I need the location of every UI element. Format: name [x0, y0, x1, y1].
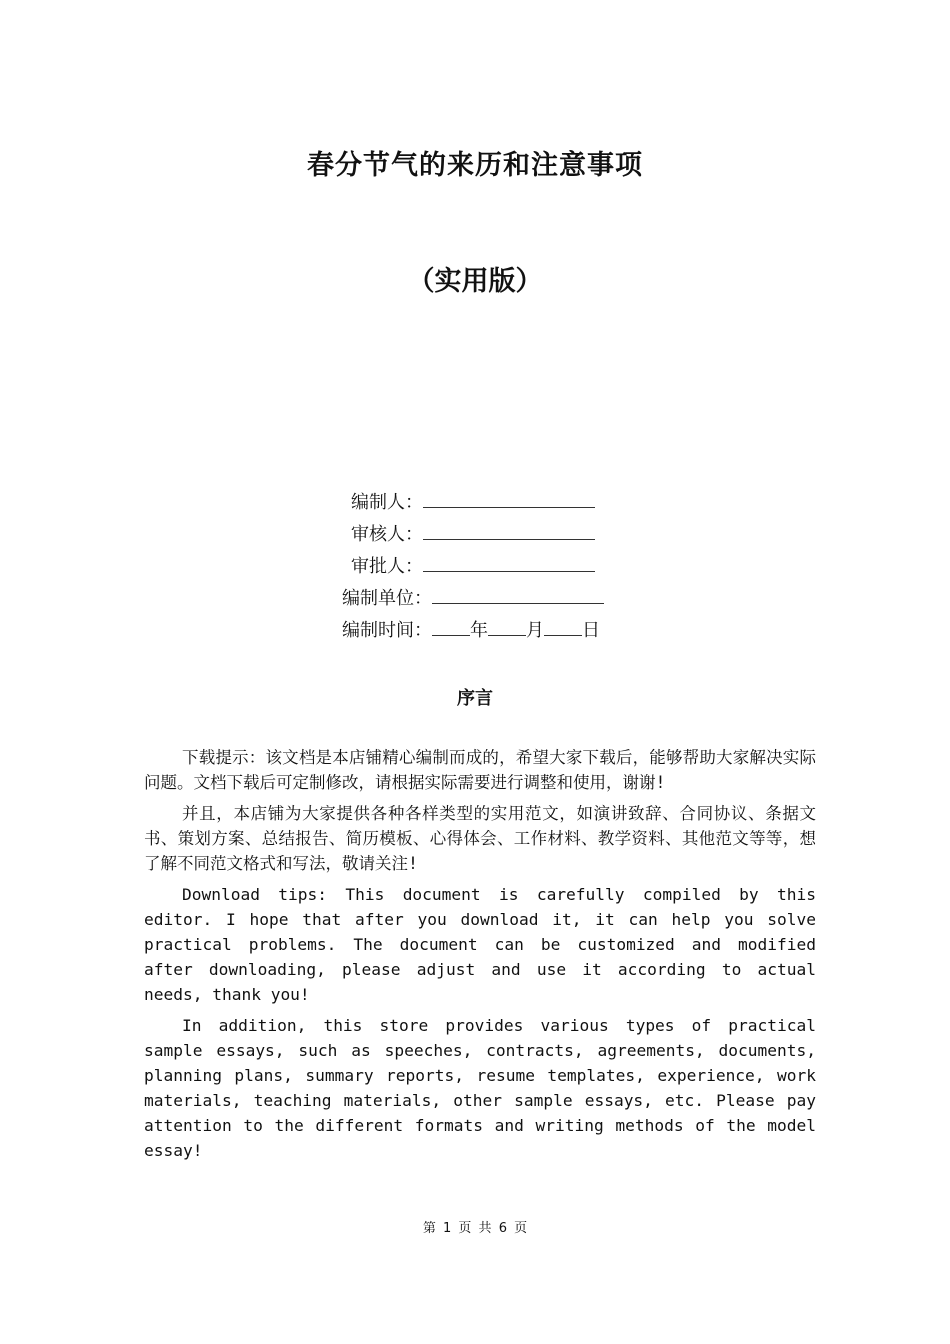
- unit-label: 编制单位：: [342, 588, 432, 609]
- approver-field[interactable]: [423, 552, 595, 572]
- preface-body: [144, 745, 816, 1169]
- time-row: [342, 616, 600, 642]
- year-field[interactable]: [432, 616, 470, 636]
- reviewer-label: 审核人：: [351, 524, 423, 545]
- day-field[interactable]: [544, 616, 582, 636]
- year-label: 年: [470, 620, 488, 641]
- preface-title: 序言: [457, 688, 493, 709]
- unit-row: [342, 584, 604, 610]
- preface-paragraph-cn-2: 并且，本店铺为大家提供各种各样类型的实用范文，如演讲致辞、合同协议、条据文书、策划方案、总结报告、简历模板、心得体会、工作材料、教学资料、其他范文等等，想了解不同范文格式和写法，敬请关注!: [144, 804, 816, 873]
- preface-paragraph-en-1: Download tips: This document is carefully compiled by this editor. I hope that after you download it, it can help you solve practical problems. The document can be customized and modified after downloading, please adjust and use it according to actual needs, thank you!: [144, 885, 816, 1004]
- approver-row: [351, 552, 595, 578]
- compiler-label: 编制人：: [351, 492, 423, 513]
- time-label: 编制时间：: [342, 620, 432, 641]
- page-footer: 第 1 页 共 6 页: [422, 1221, 528, 1236]
- preface-paragraph-en-2: In addition, this store provides various types of practical sample essays, such as speeches, contracts, agreements, documents, planning plans, summary reports, resume templates, experience, work materials, teaching materials, other sample essays, etc. Please pay attention to the different formats and writing methods of the model essay!: [144, 1016, 816, 1160]
- reviewer-row: [351, 520, 595, 546]
- approver-label: 审批人：: [351, 556, 423, 577]
- compiler-field[interactable]: [423, 488, 595, 508]
- reviewer-field[interactable]: [423, 520, 595, 540]
- compiler-row: [351, 488, 595, 514]
- document-subtitle: （实用版）: [407, 266, 543, 297]
- preface-paragraph-cn-1: 下载提示：该文档是本店铺精心编制而成的，希望大家下载后，能够帮助大家解决实际问题。文档下载后可定制修改，请根据实际需要进行调整和使用，谢谢!: [144, 748, 816, 792]
- unit-field[interactable]: [432, 584, 604, 604]
- day-label: 日: [582, 620, 600, 641]
- month-label: 月: [526, 620, 544, 641]
- document-title: 春分节气的来历和注意事项: [307, 150, 643, 181]
- month-field[interactable]: [488, 616, 526, 636]
